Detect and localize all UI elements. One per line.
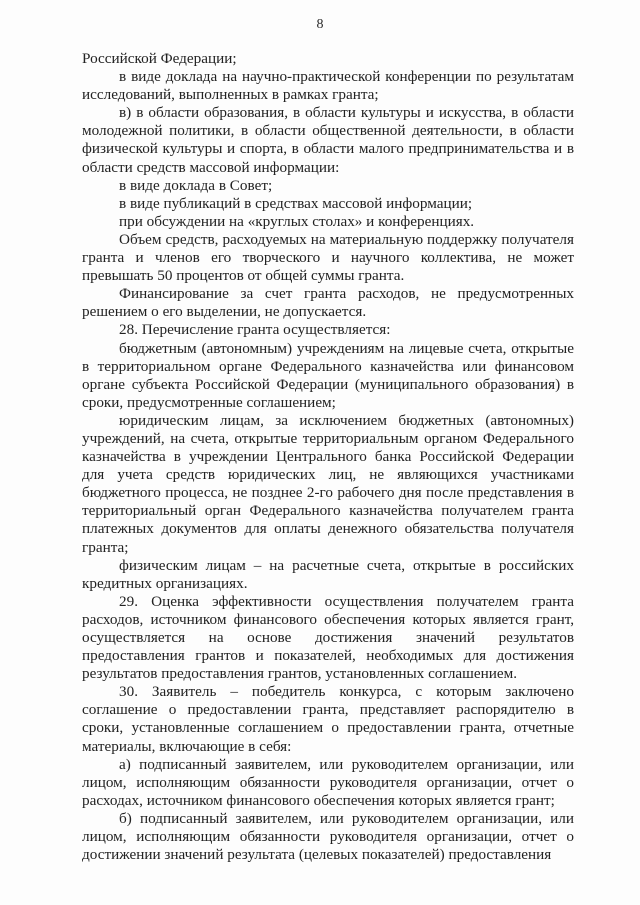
paragraph: в виде публикаций в средствах массовой информации; — [119, 194, 473, 212]
paragraph: 28. Перечисление гранта осуществляется: — [119, 321, 391, 339]
paragraph: в виде доклада в Совет; — [119, 176, 273, 194]
paragraph: 29. Оценка эффективности осуществления получателем гранта расходов, источником финансового обеспечения которых является грант, осуществляется на основе достижения значений результатов предоставления грантов и показателей, необходимых для достижения результатов предоставления грантов, установленных соглашением. — [82, 592, 574, 683]
paragraph: при обсуждении на «круглых столах» и конференциях. — [119, 212, 475, 230]
document-body — [82, 50, 574, 864]
paragraph: Финансирование за счет гранта расходов, не предусмотренных решением о его выделении, не допускается. — [82, 285, 574, 321]
paragraph: бюджетным (автономным) учреждениям на лицевые счета, открытые в территориальном органе Федерального казначейства или финансовом органе субъекта Российской Федерации (муниципального образования) в сроки, предусмотренные соглашением; — [82, 339, 574, 411]
paragraph: в) в области образования, в области культуры и искусства, в области молодежной политики, в области общественной деятельности, в области физической культуры и спорта, в области малого предпринимательства и в области средств массовой информации: — [82, 104, 574, 176]
paragraph: 30. Заявитель – победитель конкурса, с которым заключено соглашение о предоставлении гранта, представляет распорядителю в сроки, установленные соглашением о предоставлении гранта, отчетные материалы, включающие в себя: — [82, 683, 574, 755]
page-number: 8 — [316, 17, 324, 32]
paragraph: юридическим лицам, за исключением бюджетных (автономных) учреждений, на счета, открытые территориальным органом Федерального казначейства в учреждении Центрального банка Российской Федерации для учета средств юридических лиц, не являющихся участниками бюджетного процесса, не позднее 2-го рабочего дня после представления в территориальный орган Федерального казначейства получателем гранта платежных документов для оплаты денежного обязательства получателя гранта; — [82, 411, 574, 556]
paragraph: Российской Федерации; — [82, 50, 237, 67]
paragraph: физическим лицам – на расчетные счета, открытые в российских кредитных организациях. — [82, 556, 574, 592]
paragraph: в виде доклада на научно-практической конференции по результатам исследований, выполненных в рамках гранта; — [82, 68, 574, 104]
paragraph: а) подписанный заявителем, или руководителем организации, или лицом, исполняющим обязанности руководителя организации, отчет о расходах, источником финансового обеспечения которых является грант; — [82, 755, 574, 809]
paragraph: б) подписанный заявителем, или руководителем организации, или лицом, исполняющим обязанности руководителя организации, отчет о достижении значений результата (целевых показателей) предоставления — [82, 809, 574, 864]
paragraph: Объем средств, расходуемых на материальную поддержку получателя гранта и членов его творческого и научного коллектива, не может превышать 50 процентов от общей суммы гранта. — [82, 230, 574, 285]
